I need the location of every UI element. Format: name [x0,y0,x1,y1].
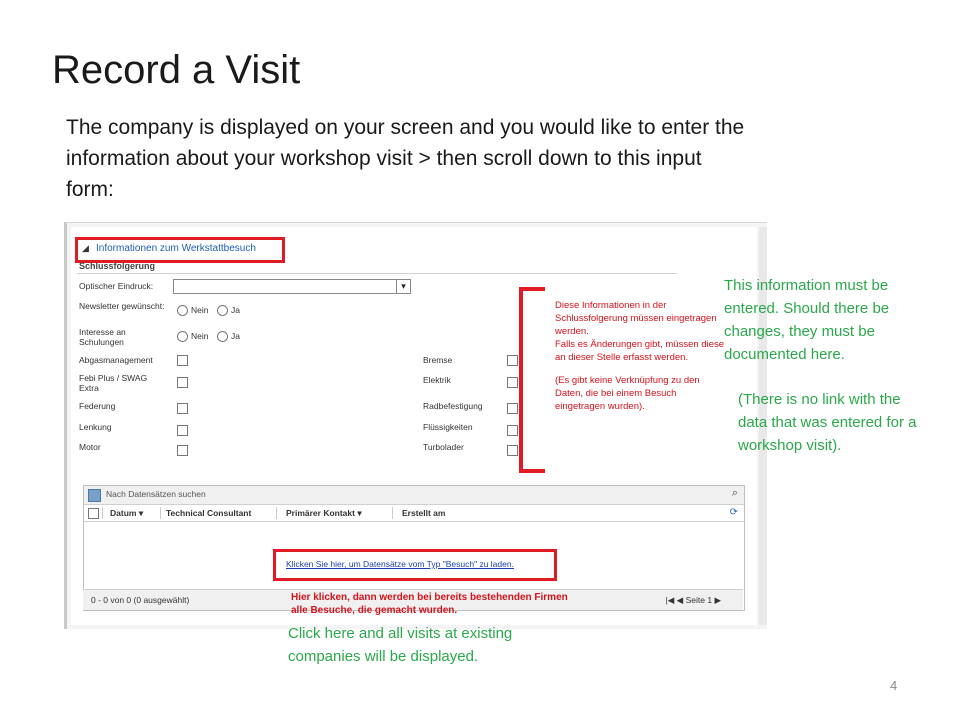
annotation-line: Diese Informationen in der Schlussfolgerung müssen eingetragen werden. [555,300,717,337]
note-click-here: Click here and all visits at existing companies will be displayed. [288,625,513,665]
record-icon [88,489,101,502]
column-header-contact[interactable]: Primärer Kontakt ▾ [286,508,362,518]
checkbox-right[interactable] [507,445,518,456]
column-separator [276,507,277,519]
section-header-highlight[interactable] [75,237,285,263]
checkbox-right[interactable] [507,377,518,388]
checkbox-left[interactable] [177,377,188,388]
pager[interactable] [666,595,721,606]
search-icon[interactable]: ⌕ [731,487,738,499]
subsection-title: Schlussfolgerung [79,261,156,271]
record-count: 0 - 0 von 0 (0 ausgewählt) [91,595,190,605]
crm-form-panel [71,227,757,625]
newsletter-label: Newsletter gewünscht: [79,301,165,311]
training-no-label: Nein [191,331,209,341]
annotation-line: Falls es Änderungen gibt, müssen diese an dieser Stelle erfasst werden. [555,339,724,363]
first-page-icon[interactable]: |◀ ◀ [665,595,684,605]
select-all-checkbox[interactable] [88,508,99,519]
column-header-label: Datum [110,508,137,518]
check-label-right: Radbefestigung [423,401,483,411]
newsletter-yes-radio[interactable] [217,305,228,316]
collapse-triangle-icon[interactable]: ◢ [82,243,89,253]
newsletter-no-label: Nein [191,305,209,315]
slide-title: Record a Visit [52,48,301,92]
training-yes-radio[interactable] [217,331,228,342]
load-records-link[interactable]: Klicken Sie hier, um Datensätze vom Typ "Besuch" zu laden. [286,559,514,569]
divider [77,273,677,274]
grid-search-input[interactable]: Nach Datensätzen suchen [106,489,206,499]
next-page-icon[interactable]: ▶ [714,595,721,605]
column-header-created[interactable]: Erstellt am [402,508,446,518]
column-separator [160,507,161,519]
check-label-right: Elektrik [423,375,451,385]
annotation-bracket [519,287,545,473]
optical-impression-dropdown[interactable] [173,279,411,294]
page-number: 4 [890,678,898,693]
annotation-german [555,299,725,413]
checkbox-left[interactable] [177,403,188,414]
newsletter-yes-label: Ja [231,305,240,315]
note-must-enter: This information must be entered. Should there be changes, they must be documented here. [724,277,890,363]
column-header-label: Primärer Kontakt [286,508,355,518]
training-label: Interesse an Schulungen [79,327,126,347]
check-label-left: Lenkung [79,422,112,432]
training-yes-label: Ja [231,331,240,341]
refresh-icon[interactable]: ⟳ [729,507,738,518]
grid-header [84,505,744,522]
column-header-consultant[interactable]: Technical Consultant [166,508,252,518]
checkbox-left[interactable] [177,425,188,436]
grid-search-bar [84,486,744,505]
check-label-left: Motor [79,442,101,452]
intro-text: The company is displayed on your screen and you would like to enter the information about your workshop visit > then scroll down to this input form: [66,116,745,201]
training-no-radio[interactable] [177,331,188,342]
section-title[interactable]: Informationen zum Werkstattbesuch [96,243,256,254]
check-label-right: Turbolader [423,442,464,452]
check-label-left: Federung [79,401,116,411]
checkbox-left[interactable] [177,445,188,456]
optical-impression-label: Optischer Eindruck: [79,281,154,291]
newsletter-no-radio[interactable] [177,305,188,316]
checkbox-right[interactable] [507,355,518,366]
column-separator [102,507,103,519]
note-no-link: (There is no link with the data that was entered for a workshop visit). [738,391,917,454]
check-label-left: Abgasmanagement [79,355,153,365]
checkbox-right[interactable] [507,403,518,414]
annotation-german-click: Hier klicken, dann werden bei bereits bestehenden Firmen alle Besuche, die gemacht wurden. [291,592,568,616]
column-separator [392,507,393,519]
chevron-down-icon[interactable]: ▾ [396,280,410,293]
checkbox-right[interactable] [507,425,518,436]
page-label: Seite 1 [685,595,713,605]
check-label-left: Febi Plus / SWAG Extra [79,373,148,393]
checkbox-left[interactable] [177,355,188,366]
load-records-highlight [273,549,557,581]
column-header-date[interactable]: Datum ▾ [110,508,144,518]
check-label-right: Bremse [423,355,453,365]
crm-screenshot [64,222,767,629]
check-label-right: Flüssigkeiten [423,422,473,432]
annotation-line: (Es gibt keine Verknüpfung zu den Daten, die bei einem Besuch eingetragen wurden). [555,375,700,412]
